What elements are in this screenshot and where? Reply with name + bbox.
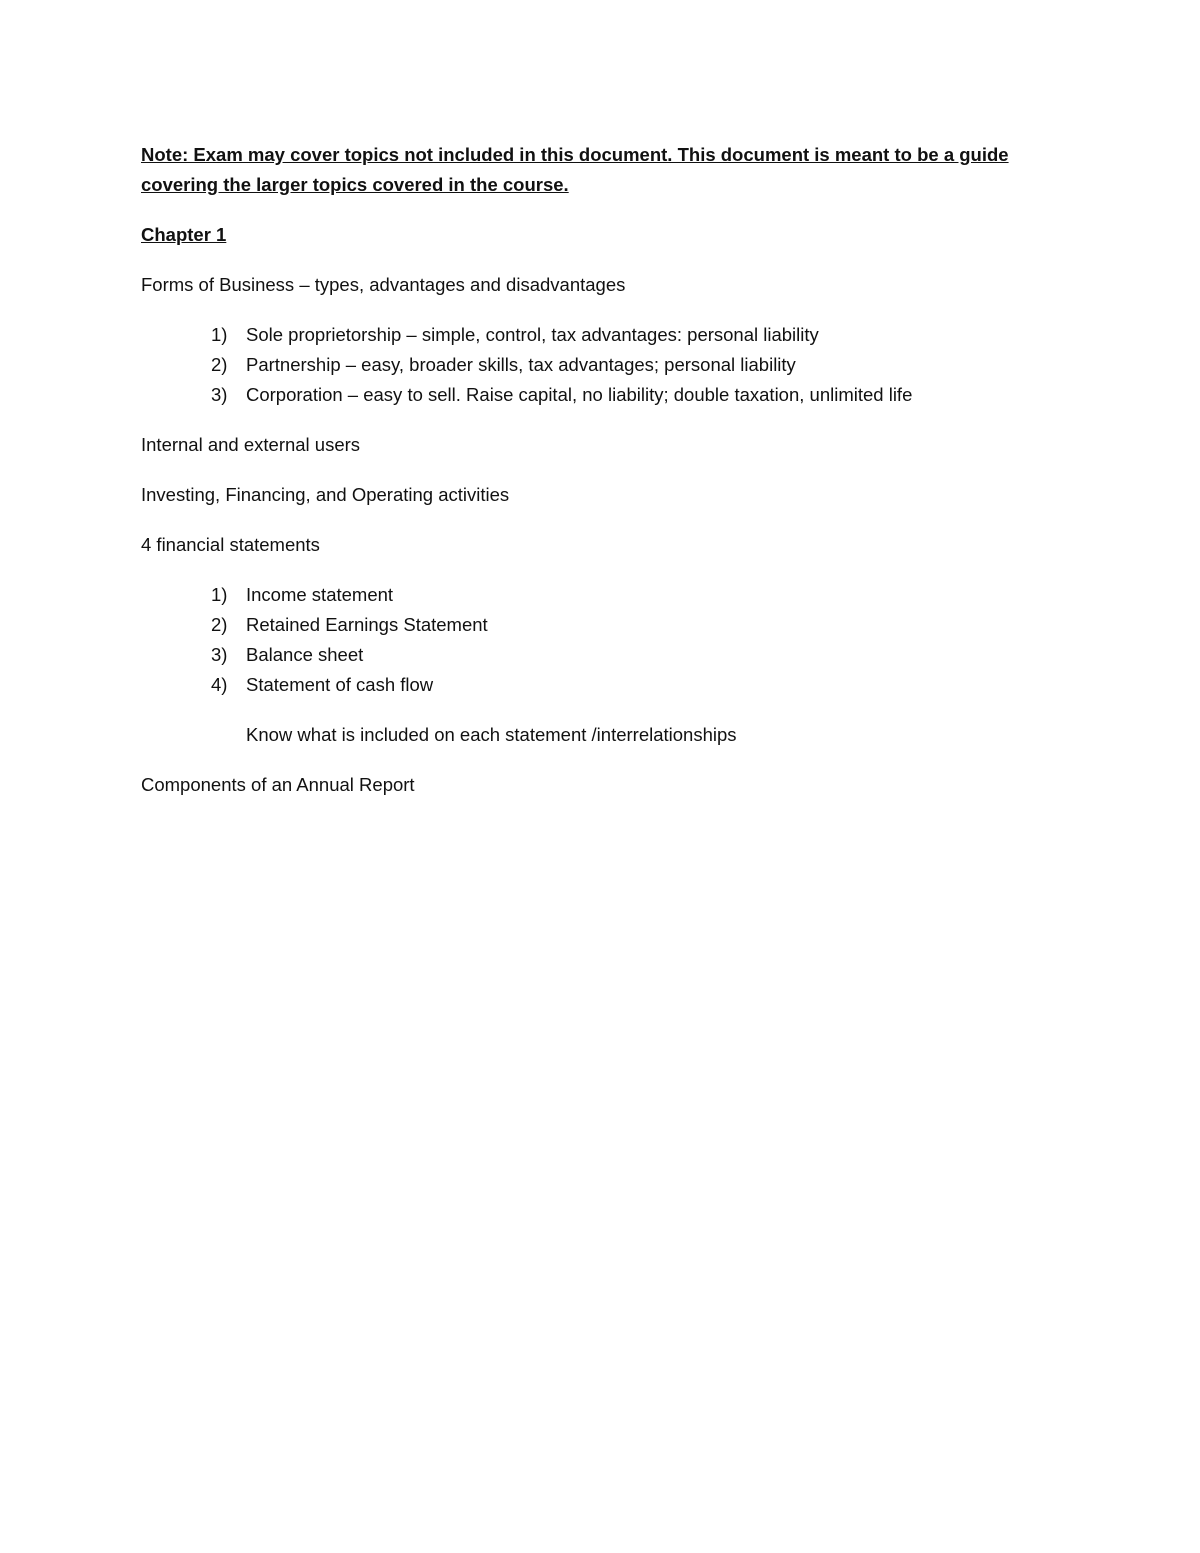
list-item [141,320,1061,350]
list-number: 2) [211,614,228,635]
financial-statements-heading: 4 financial statements [141,534,320,555]
document-page [141,140,1061,820]
list-item [141,350,1061,380]
forms-of-business-list [141,320,1061,410]
statements-note: Know what is included on each statement /interrelationships [246,724,737,745]
list-item-text: Partnership – easy, broader skills, tax advantages; personal liability [246,354,796,375]
list-item [141,640,1061,670]
list-number: 1) [211,324,228,345]
users-line: Internal and external users [141,434,361,455]
list-item [141,610,1061,640]
forms-of-business-heading: Forms of Business – types, advantages and disadvantages [141,274,626,295]
list-item-text: Balance sheet [246,644,364,665]
chapter-heading: Chapter 1 [141,224,227,245]
list-item-text: Statement of cash flow [246,674,434,695]
exam-note: Note: Exam may cover topics not included in this document. This document is meant to be a guide covering the larger topics covered in the course. [141,144,1009,195]
list-number: 3) [211,384,228,405]
list-item-text: Income statement [246,584,394,605]
list-item-text: Corporation – easy to sell. Raise capital, no liability; double taxation, unlimited life [246,384,913,405]
list-item-text: Sole proprietorship – simple, control, tax advantages: personal liability [246,324,819,345]
list-number: 1) [211,584,228,605]
list-number: 2) [211,354,228,375]
list-number: 3) [211,644,228,665]
list-item [141,380,1061,410]
annual-report-line: Components of an Annual Report [141,774,415,795]
list-item [141,670,1061,700]
list-item [141,580,1061,610]
financial-statements-list [141,580,1061,700]
list-item-text: Retained Earnings Statement [246,614,488,635]
activities-line: Investing, Financing, and Operating activities [141,484,510,505]
list-number: 4) [211,674,228,695]
